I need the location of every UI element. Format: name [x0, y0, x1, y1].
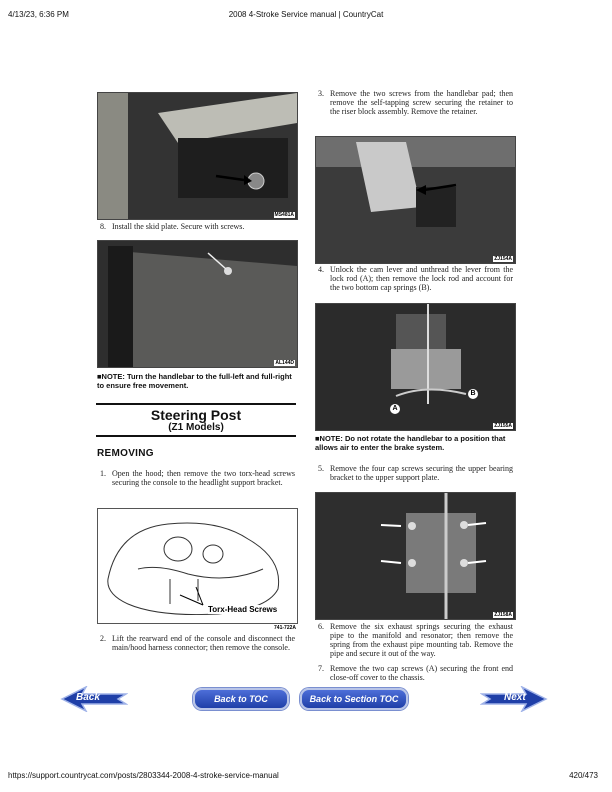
step-6 [318, 622, 513, 658]
back-arrow-button[interactable] [60, 686, 128, 712]
drawing-caption: 741-722A [274, 625, 296, 631]
subhead-removing: REMOVING [97, 448, 154, 459]
skid-plate-photo-1 [97, 92, 298, 220]
next-label: Next [504, 692, 526, 703]
step-8 [100, 222, 295, 231]
section-rule-top [96, 403, 296, 405]
print-page-number: 420/473 [569, 771, 598, 780]
cam-lever-photo [315, 303, 516, 431]
photo-caption: MS481A [274, 212, 294, 218]
step-text: Remove the four cap screws securing the upper bearing bracket to the upper support plate. [330, 464, 513, 482]
step-text: Remove the two cap screws (A) securing the front end close-off cover to the chassis. [330, 664, 513, 682]
step-text: Remove the six exhaust springs securing the exhaust pipe to the manifold and resonator; then remove the spring from the exhaust pipe mounting tab. Remove the pipe and secure it out of the way. [330, 622, 513, 658]
photo-caption: ZJ155A [494, 423, 512, 429]
step-text: Lift the rearward end of the console and disconnect the main/hood harness connector; then remove the console. [112, 634, 295, 652]
step-number: 6. [318, 622, 324, 631]
step-2 [100, 634, 295, 652]
step-4 [318, 265, 513, 292]
step-text: Remove the two screws from the handlebar pad; then remove the self-tapping screw securing the retainer to the riser block assembly. Remove the retainer. [330, 89, 513, 116]
back-label: Back [76, 692, 100, 703]
step-5 [318, 464, 513, 482]
step-number: 8. [100, 222, 106, 231]
step-number: 1. [100, 469, 106, 478]
next-arrow-button[interactable] [480, 686, 548, 712]
note-brake-system: ■NOTE: Do not rotate the handlebar to a position that allows air to enter the brake system. [315, 434, 506, 452]
step-number: 7. [318, 664, 324, 673]
section-title: Steering Post [150, 407, 242, 423]
back-to-toc-button[interactable]: Back to TOC [193, 688, 289, 710]
photo-caption: ZJ154A [494, 256, 512, 262]
note-handlebar-movement: ■NOTE: Turn the handlebar to the full-left and full-right to ensure free movement. [97, 372, 292, 390]
callout-b: B [468, 389, 478, 399]
step-1 [100, 469, 295, 487]
photo-caption: ZJ158A [494, 612, 512, 618]
skid-plate-photo-2 [97, 240, 298, 368]
step-number: 3. [318, 89, 324, 98]
print-page-title: 2008 4-Stroke Service manual | CountryCat [228, 10, 384, 19]
handlebar-retainer-photo [315, 136, 516, 264]
step-number: 2. [100, 634, 106, 643]
step-number: 4. [318, 265, 324, 274]
step-number: 5. [318, 464, 324, 473]
print-url[interactable]: https://support.countrycat.com/posts/2803344-2008-4-stroke-service-manual [8, 771, 279, 780]
callout-a: A [390, 404, 400, 414]
step-3 [318, 89, 513, 116]
bearing-bracket-photo [315, 492, 516, 620]
print-datetime: 4/13/23, 6:36 PM [8, 10, 69, 19]
section-subtitle: (Z1 Models) [168, 422, 224, 433]
back-to-section-toc-button[interactable]: Back to Section TOC [300, 688, 408, 710]
step-text: Unlock the cam lever and unthread the lever from the lock rod (A); then remove the lock rod and account for the two bottom cap springs (B). [330, 265, 513, 292]
console-line-drawing [97, 508, 298, 624]
step-text: Open the hood; then remove the two torx-head screws securing the console to the headlight support bracket. [112, 469, 295, 487]
step-7 [318, 664, 513, 682]
drawing-callout-label: Torx-Head Screws [208, 605, 278, 614]
section-rule-bottom [96, 435, 296, 437]
photo-caption: AL144D [275, 360, 294, 366]
step-text: Install the skid plate. Secure with screws. [112, 222, 245, 231]
